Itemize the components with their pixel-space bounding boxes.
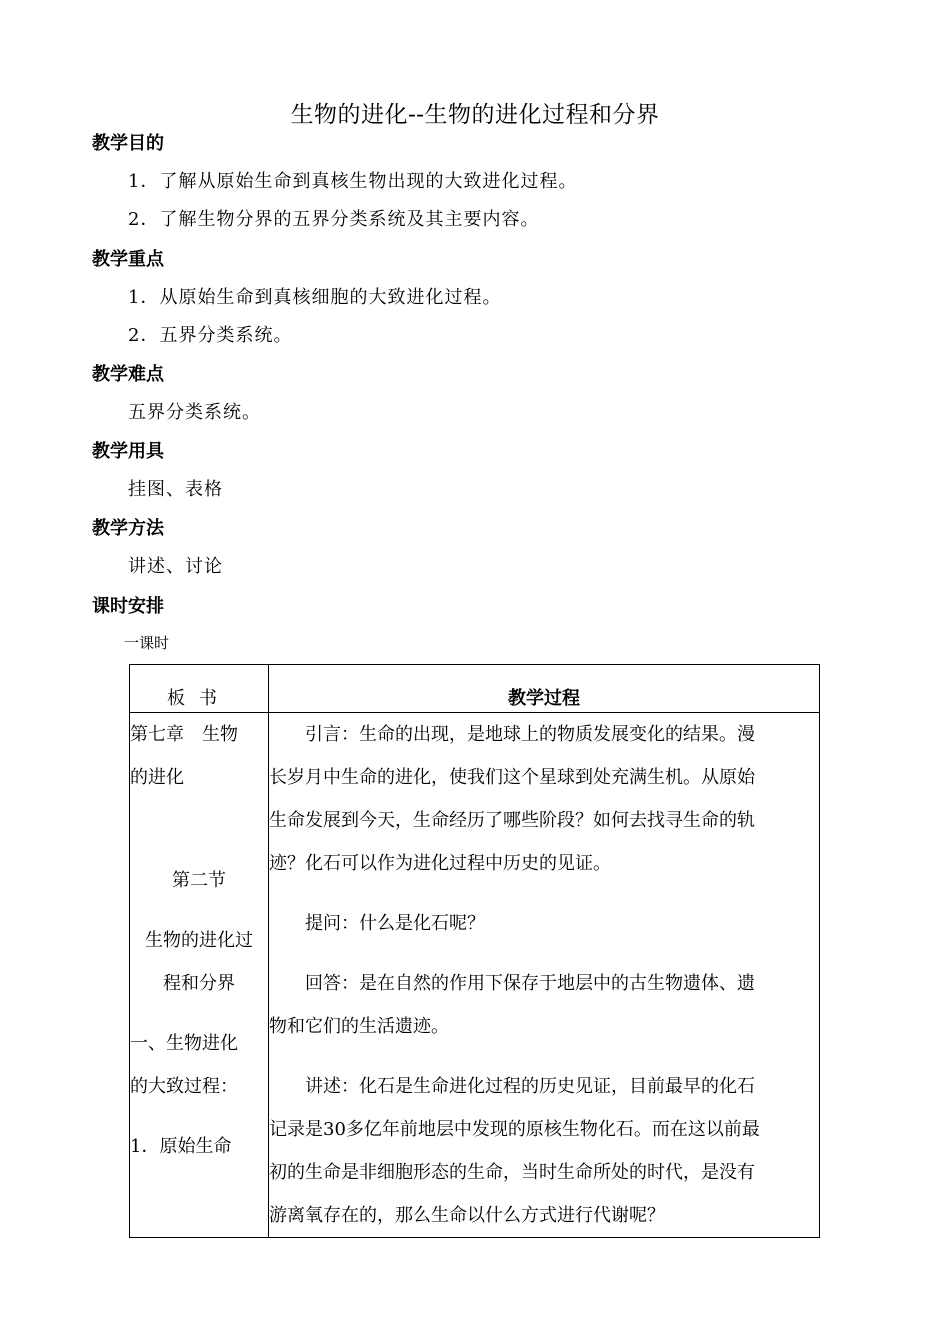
intro-paragraph: 生命发展到今天，生命经历了哪些阶段？如何去找寻生命的轨 bbox=[269, 810, 755, 831]
key-points-heading: 教学重点 bbox=[92, 249, 164, 270]
part-heading: 一、生物进化 bbox=[130, 1033, 238, 1054]
objective-item: 1．了解从原始生命到真核生物出现的大致进化过程。 bbox=[128, 171, 578, 192]
question-paragraph: 提问：什么是化石呢？ bbox=[305, 913, 485, 934]
process-cell bbox=[269, 713, 820, 1238]
board-cell bbox=[130, 713, 269, 1238]
intro-paragraph: 迹？化石可以作为进化过程中历史的见证。 bbox=[269, 853, 611, 874]
tools-text: 挂图、表格 bbox=[128, 479, 223, 500]
part-heading: 的大致过程： bbox=[130, 1076, 238, 1097]
board-column-header: 板书 bbox=[130, 665, 269, 713]
lecture-paragraph: 讲述：化石是生命进化过程的历史见证，目前最早的化石 bbox=[305, 1076, 755, 1097]
intro-paragraph: 引言：生命的出现，是地球上的物质发展变化的结果。漫 bbox=[305, 724, 755, 745]
methods-heading: 教学方法 bbox=[92, 518, 164, 539]
section-title: 程和分界 bbox=[163, 973, 235, 994]
objective-item: 2．了解生物分界的五界分类系统及其主要内容。 bbox=[128, 209, 540, 230]
difficulties-heading: 教学难点 bbox=[92, 364, 164, 385]
lesson-table bbox=[129, 664, 820, 1238]
schedule-heading: 课时安排 bbox=[92, 596, 164, 617]
table-row bbox=[130, 713, 820, 1238]
board-item: 1．原始生命 bbox=[130, 1136, 232, 1157]
tools-heading: 教学用具 bbox=[92, 441, 164, 462]
key-point-item: 1．从原始生命到真核细胞的大致进化过程。 bbox=[128, 287, 502, 308]
section-number: 第二节 bbox=[172, 870, 226, 891]
intro-paragraph: 长岁月中生命的进化，使我们这个星球到处充满生机。从原始 bbox=[269, 767, 755, 788]
schedule-text: 一课时 bbox=[124, 634, 170, 652]
objectives-heading: 教学目的 bbox=[92, 133, 164, 154]
section-title: 生物的进化过 bbox=[145, 930, 253, 951]
answer-paragraph: 回答：是在自然的作用下保存于地层中的古生物遗体、遗 bbox=[305, 973, 755, 994]
answer-paragraph: 物和它们的生活遗迹。 bbox=[269, 1016, 449, 1037]
lecture-paragraph: 游离氧存在的，那么生命以什么方式进行代谢呢？ bbox=[269, 1205, 665, 1226]
page-title: 生物的进化--生物的进化过程和分界 bbox=[290, 102, 660, 128]
difficulties-text: 五界分类系统。 bbox=[128, 402, 261, 423]
lecture-paragraph: 初的生命是非细胞形态的生命，当时生命所处的时代，是没有 bbox=[269, 1162, 755, 1183]
chapter-line: 的进化 bbox=[130, 767, 184, 788]
lecture-paragraph: 记录是30多亿年前地层中发现的原核生物化石。而在这以前最 bbox=[269, 1119, 760, 1140]
table-header-row bbox=[130, 665, 820, 713]
chapter-line: 第七章 生物 bbox=[130, 724, 238, 745]
key-point-item: 2．五界分类系统。 bbox=[128, 325, 293, 346]
process-column-header: 教学过程 bbox=[269, 665, 820, 713]
methods-text: 讲述、讨论 bbox=[128, 556, 223, 577]
